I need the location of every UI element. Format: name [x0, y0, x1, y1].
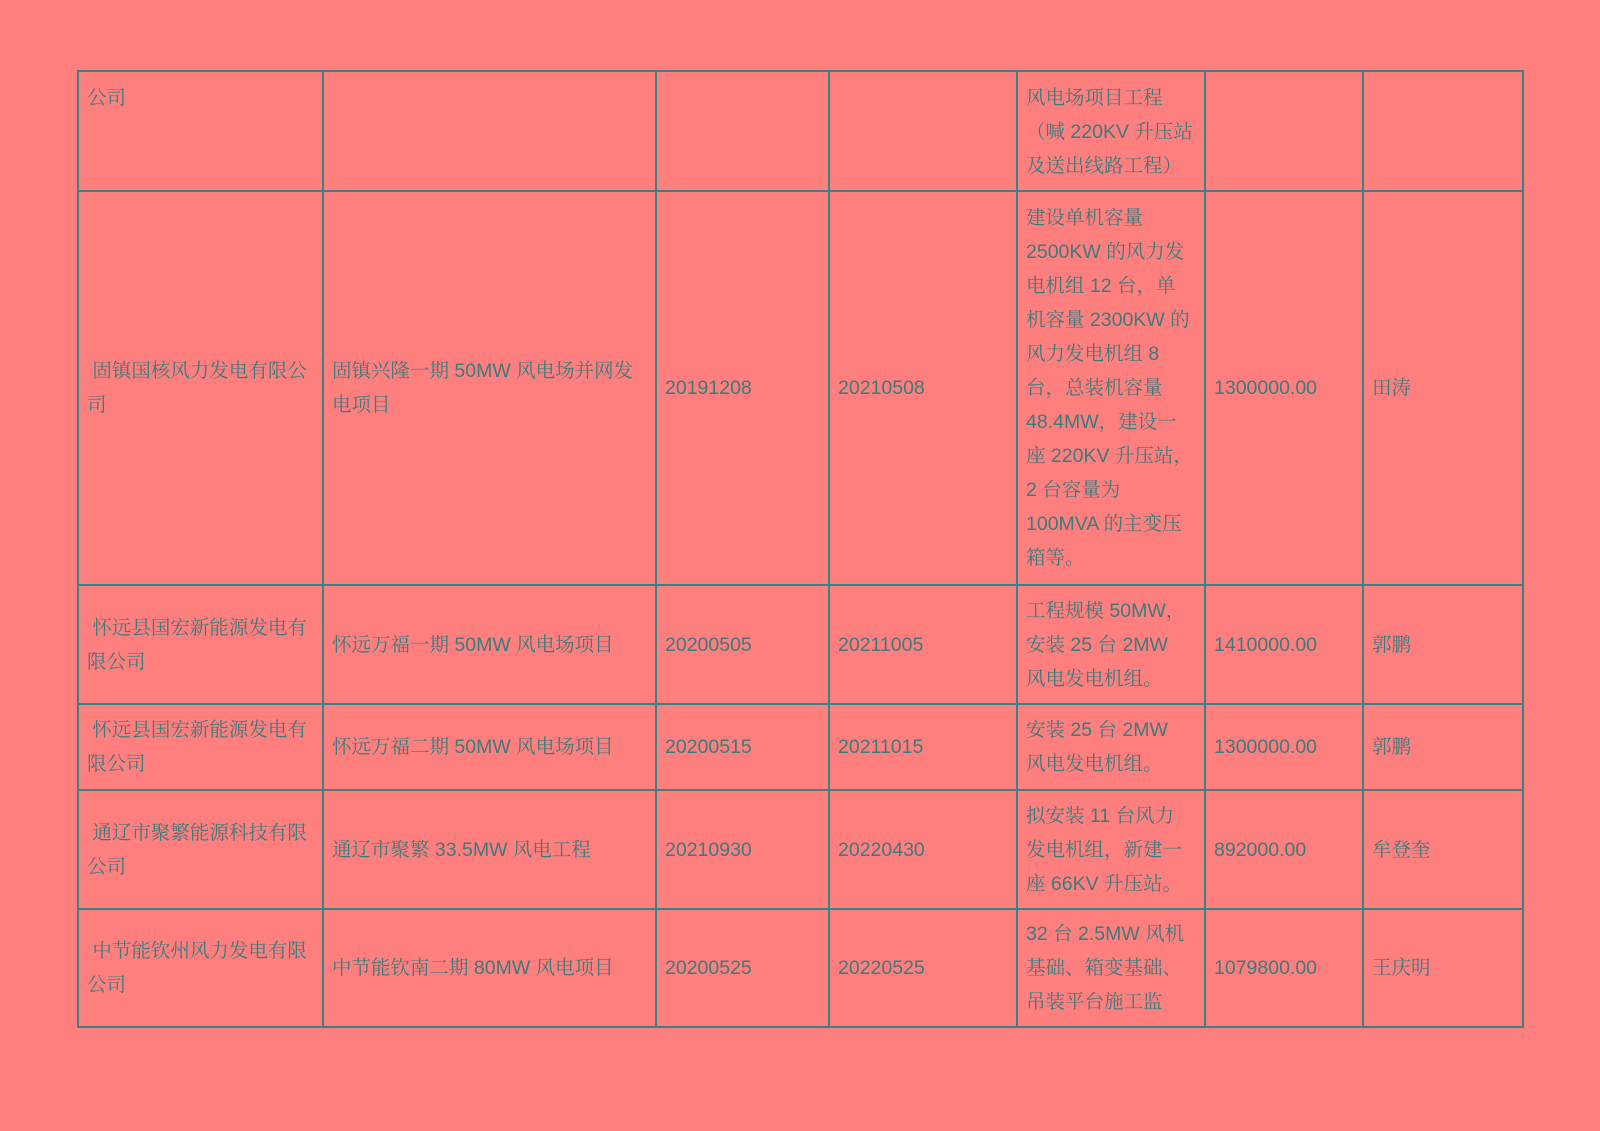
cell-text-line: 2500KW 的风力发	[1026, 241, 1185, 263]
table-row	[78, 790, 1523, 909]
company-name-cell	[78, 790, 323, 909]
cell-text-line: 怀远万福一期 50MW 风电场项目	[332, 633, 614, 656]
cell-text-line: 怀远县国宏新能源发电有	[87, 719, 307, 741]
cell-text-line: 通辽市聚繁能源科技有限	[87, 821, 307, 844]
cell-text-line: 箱等。	[1026, 547, 1085, 569]
cell-text-line: 电机组 12 台，单	[1026, 275, 1176, 297]
project-description-cell	[1017, 191, 1205, 585]
cell-text-line: 发电机组，新建一	[1026, 838, 1183, 861]
cell-text-line: 及送出线路工程）	[1026, 155, 1183, 177]
cell-text-line: 通辽市聚繁 33.5MW 风电工程	[332, 838, 591, 861]
project-table	[77, 70, 1524, 1028]
start-date-cell	[656, 790, 829, 909]
cell-text-line: 限公司	[87, 650, 146, 673]
cell-text-line: 公司	[87, 855, 127, 878]
cell-text-line: 田涛	[1372, 377, 1412, 399]
cell-text-line: 固镇国核风力发电有限公	[87, 360, 307, 382]
cell-text-line: 20211015	[838, 736, 924, 758]
amount-cell	[1205, 790, 1363, 909]
project-description-cell	[1017, 790, 1205, 909]
cell-text-line: 机容量 2300KW 的	[1026, 309, 1190, 331]
cell-text-line: 公司	[87, 974, 127, 996]
amount-cell	[1205, 71, 1363, 191]
cell-text-line: 1079800.00	[1214, 957, 1318, 979]
cell-text-line: 安装 25 台 2MW	[1026, 719, 1168, 741]
cell-text-line: 中节能钦州风力发电有限	[87, 940, 307, 962]
amount-cell	[1205, 704, 1363, 790]
start-date-cell	[656, 704, 829, 790]
cell-text-line: 20220525	[838, 957, 925, 979]
company-name-cell	[78, 704, 323, 790]
start-date-cell	[656, 71, 829, 191]
cell-text-line: 20191208	[665, 377, 752, 399]
cell-text-line: 限公司	[87, 753, 146, 775]
project-name-cell	[323, 585, 656, 704]
cell-text-line: 20210930	[665, 838, 752, 861]
cell-text-line: 1300000.00	[1214, 377, 1318, 399]
person-name-cell	[1363, 909, 1523, 1027]
end-date-cell	[829, 585, 1017, 704]
cell-text-line: 20200525	[665, 957, 752, 979]
cell-text-line: 风电发电机组。	[1026, 667, 1163, 690]
cell-text-line: 20220430	[838, 838, 925, 861]
table-row	[78, 704, 1523, 790]
person-name-cell	[1363, 704, 1523, 790]
cell-text-line: 48.4MW，建设一	[1026, 411, 1177, 433]
cell-text-line: 座 220KV 升压站，	[1026, 445, 1193, 467]
project-name-cell	[323, 704, 656, 790]
company-name-cell	[78, 71, 323, 191]
cell-text-line: 牟登奎	[1372, 838, 1431, 861]
amount-cell	[1205, 909, 1363, 1027]
end-date-cell	[829, 191, 1017, 585]
cell-text-line: 2 台容量为	[1026, 479, 1121, 501]
cell-text-line: 20211005	[838, 633, 924, 656]
company-name-cell	[78, 909, 323, 1027]
table-row	[78, 585, 1523, 704]
cell-text-line: 中节能钦南二期 80MW 风电项目	[332, 957, 614, 979]
cell-text-line: 100MVA 的主变压	[1026, 513, 1182, 535]
cell-text-line: 20210508	[838, 377, 925, 399]
cell-text-line: 1410000.00	[1214, 633, 1318, 656]
cell-text-line: 基础、箱变基础、	[1026, 957, 1183, 979]
cell-text-line: 座 66KV 升压站。	[1026, 872, 1183, 895]
cell-text-line: 王庆明	[1372, 957, 1431, 979]
person-name-cell	[1363, 585, 1523, 704]
cell-text-line: 怀远万福二期 50MW 风电场项目	[332, 736, 614, 758]
start-date-cell	[656, 585, 829, 704]
cell-text-line: 拟安装 11 台风力	[1026, 804, 1175, 827]
cell-text-line: 公司	[87, 87, 127, 109]
project-description-cell	[1017, 585, 1205, 704]
cell-text-line: 20200515	[665, 736, 752, 758]
end-date-cell	[829, 71, 1017, 191]
cell-text-line: 安装 25 台 2MW	[1026, 633, 1168, 656]
amount-cell	[1205, 191, 1363, 585]
table-row	[78, 191, 1523, 585]
cell-text-line: 32 台 2.5MW 风机	[1026, 923, 1185, 945]
person-name-cell	[1363, 191, 1523, 585]
start-date-cell	[656, 191, 829, 585]
project-name-cell	[323, 790, 656, 909]
cell-text-line: 电项目	[332, 394, 391, 416]
project-name-cell	[323, 191, 656, 585]
cell-text-line: 工程规模 50MW，	[1026, 599, 1186, 622]
cell-text-line: 郭鹏	[1372, 633, 1412, 656]
cell-text-line: 1300000.00	[1214, 736, 1318, 758]
end-date-cell	[829, 790, 1017, 909]
cell-text-line: 风电发电机组。	[1026, 753, 1163, 775]
cell-text-line: 20200505	[665, 633, 752, 656]
cell-text-line: 郭鹏	[1372, 736, 1412, 758]
company-name-cell	[78, 191, 323, 585]
amount-cell	[1205, 585, 1363, 704]
cell-text-line: 吊装平台施工监	[1026, 991, 1163, 1013]
cell-text-line: 892000.00	[1214, 838, 1307, 861]
end-date-cell	[829, 704, 1017, 790]
project-description-cell	[1017, 71, 1205, 191]
cell-text-line: 建设单机容量	[1026, 207, 1144, 229]
project-description-cell	[1017, 909, 1205, 1027]
table-row	[78, 71, 1523, 191]
project-name-cell	[323, 71, 656, 191]
start-date-cell	[656, 909, 829, 1027]
project-name-cell	[323, 909, 656, 1027]
cell-text-line: 固镇兴隆一期 50MW 风电场并网发	[332, 360, 634, 382]
project-description-cell	[1017, 704, 1205, 790]
person-name-cell	[1363, 790, 1523, 909]
table-row	[78, 909, 1523, 1027]
cell-text-line: 风力发电机组 8	[1026, 343, 1160, 365]
cell-text-line: 司	[87, 394, 107, 416]
end-date-cell	[829, 909, 1017, 1027]
cell-text-line: 风电场项目工程	[1026, 87, 1163, 109]
person-name-cell	[1363, 71, 1523, 191]
cell-text-line: 怀远县国宏新能源发电有	[87, 616, 307, 639]
table-body	[78, 71, 1523, 1027]
cell-text-line: （喊 220KV 升压站	[1026, 121, 1193, 143]
cell-text-line: 台，总装机容量	[1026, 377, 1163, 399]
company-name-cell	[78, 585, 323, 704]
